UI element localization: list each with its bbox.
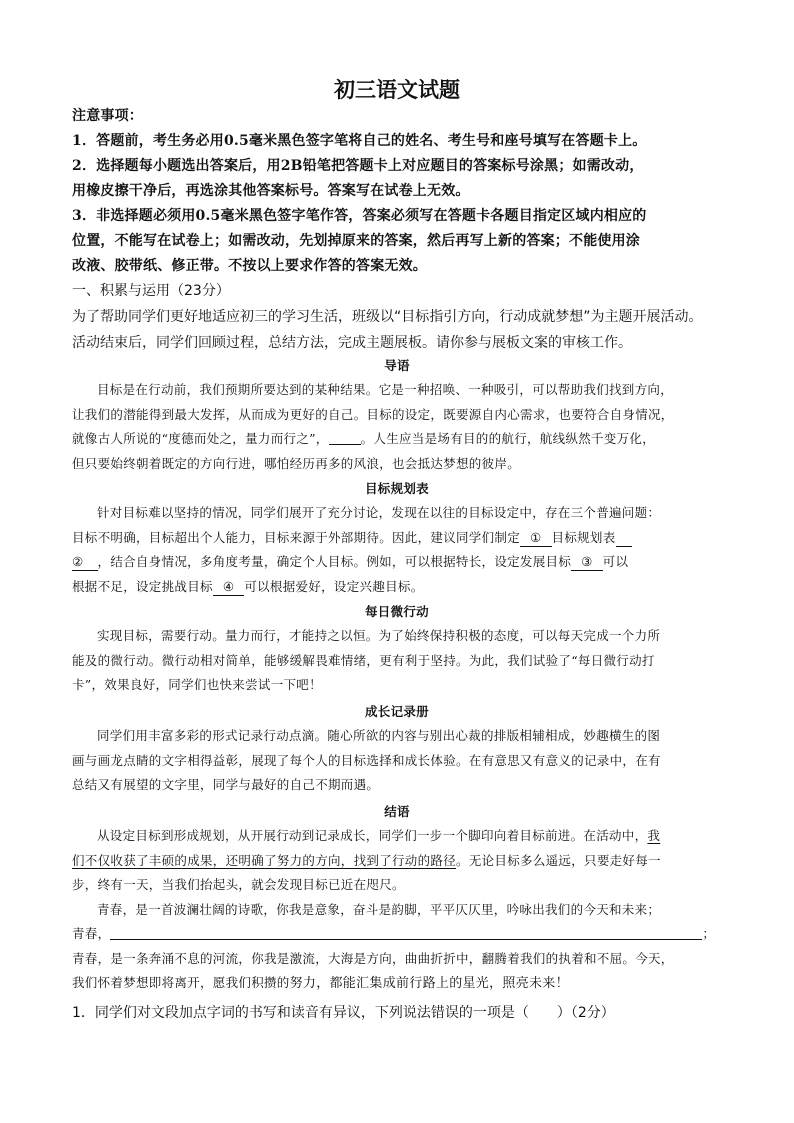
daoyu-title: 导语 (384, 358, 410, 373)
paragraph-line: 青春， ； (72, 926, 716, 941)
question-1 (72, 1000, 722, 1026)
fill-blank (329, 430, 361, 445)
notice-block (72, 104, 722, 279)
paragraph-line: 从设定目标到形成规划，从开展行动到记录成长，同学们一步一个脚印向着目标前进。在活动中，我 (97, 828, 661, 843)
paragraph-line: 针对目标难以坚持的情况，同学们展开了充分讨论，发现在以往的目标设定中，存在三个普遍问题： (97, 505, 661, 520)
paragraph-line: 卡”，效果良好，同学们也快来尝试一下吧！ (72, 677, 322, 692)
chengzhang-section (72, 700, 722, 798)
paragraph-line: 同学们用丰富多彩的形式记录行动点滴。随心所欲的内容与别出心裁的排版相辅相成，妙趣横生的图 (97, 728, 661, 743)
notice-line: 用橡皮擦干净后，再选涂其他答案标号。答案写在试卷上无效。 (72, 183, 470, 199)
meiri-title: 每日微行动 (364, 604, 429, 619)
underlined-sentence: 我 (647, 828, 661, 843)
fill-blank-4: ④ (213, 579, 245, 596)
intro-line: 活动结束后，同学们回顾过程，总结方法，完成主题展板。请你参与展板文案的审核工作。 (72, 335, 632, 351)
paragraph-line: 目标不明确，目标超出个人能力，目标来源于外部期待。因此，建议同学们制定 ① 目标规划表 (72, 526, 722, 551)
paragraph-line: 我们怀着梦想即将离开，愿我们积攒的努力，都能汇集成前行路上的星光，照亮未来！ (72, 975, 569, 991)
paragraph-line: ② ，结合自身情况，多角度考量，确定个人目标。例如，可以根据特长，设定发展目标 ③ 可以 (72, 554, 629, 569)
fill-blank-2-start (616, 530, 632, 547)
paragraph-line: 们不仅收获了丰硕的成果，还明确了努力的方向，找到了行动的路径。无论目标多么遥远，只要走好每一 (72, 852, 661, 868)
fill-blank-3: ③ (571, 554, 603, 571)
meiri-section (72, 600, 722, 698)
section-one (72, 278, 722, 356)
jieyu-section (72, 800, 722, 996)
mubiao-title: 目标规划表 (364, 481, 429, 496)
paragraph-line: 青春，是一条奔涌不息的河流，你我是激流，大海是方向，曲曲折折中，翻腾着我们的执着和不屈。今天， (72, 950, 674, 966)
notice-line: 位置，不能写在试卷上；如需改动，先划掉原来的答案，然后再写上新的答案；不能使用涂 (72, 233, 640, 249)
section-heading: 一、积累与运用（23分） (72, 283, 230, 299)
mubiao-section (72, 477, 722, 599)
paragraph-line: 但只要始终朝着既定的方向行进，哪怕经历再多的风浪，也会抵达梦想的彼岸。 (72, 455, 521, 471)
paragraph-line: 根据不足，设定挑战目标 ④ 可以根据爱好，设定兴趣目标。 (72, 578, 424, 594)
paragraph-line: 总结又有展望的文字里，同学与最好的自己不期而遇。 (72, 777, 380, 792)
paragraph-line: 就像古人所说的“度德而处之，量力而行之”， 。人生应当是场有目的的航行，航线纵然千变万化， (72, 431, 655, 446)
underlined-sentence: 们不仅收获了丰硕的成果，还明确了努力的方向，找到了行动的路径 (72, 852, 457, 868)
paragraph-line: 能及的微行动。微行动相对简单，能够缓解畏难情绪，更有利于坚持。为此，我们试验了“每日微行动打 (72, 652, 655, 668)
notice-line: 3．非选择题必须用0.5毫米黑色签字笔作答，答案必须写在答题卡各题目指定区域内相应的 (72, 208, 647, 224)
question-text: 1．同学们对文段加点字词的书写和读音有异议，下列说法错误的一项是（ ）（2分） (72, 1005, 615, 1021)
paragraph-line: 画与画龙点睛的文字相得益彰，展现了每个人的目标选择和成长体验。在有意思又有意义的记录中，在有 (72, 752, 661, 768)
fill-blank-2: ② (72, 554, 98, 571)
fill-blank-1: ① (520, 530, 552, 547)
chengzhang-title: 成长记录册 (364, 704, 429, 719)
paragraph-line: 步，终有一天，当我们抬起头，就会发现目标已近在咫尺。 (72, 877, 405, 892)
paragraph-line: 目标是在行动前，我们预期所要达到的某种结果。它是一种招唤、一种吸引，可以帮助我们找到方向， (97, 382, 674, 397)
paragraph-line: 青春，是一首波澜壮阔的诗歌，你我是意象，奋斗是韵脚，平平仄仄里，吟咏出我们的今天和未来； (97, 901, 661, 917)
fill-line (110, 925, 702, 940)
notice-line: 改液、胶带纸、修正带。不按以上要求作答的答案无效。 (72, 258, 427, 274)
paragraph-line: 实现目标，需要行动。量力而行，才能持之以恒。为了始终保持积极的态度，可以每天完成一个力所 (97, 628, 661, 643)
page-title: 初三语文试题 (334, 77, 460, 102)
jieyu-title: 结语 (384, 804, 410, 819)
notice-heading: 注意事项： (72, 108, 143, 124)
paragraph-line: 让我们的潜能得到最大发挥，从而成为更好的自己。目标的设定，既要源自内心需求，也要符合自身情况， (72, 406, 674, 422)
notice-line: 1．答题前，考生务必用0.5毫米黑色签字笔将自己的姓名、考生号和座号填写在答题卡上。 (72, 133, 647, 149)
intro-line: 为了帮助同学们更好地适应初三的学习生活，班级以“目标指引方向，行动成就梦想”为主题开展活动。 (72, 309, 703, 325)
notice-line: 2．选择题每小题选出答案后，用2B铅笔把答题卡上对应题目的答案标号涂黑；如需改动， (72, 158, 644, 174)
daoyu-section (72, 354, 722, 476)
